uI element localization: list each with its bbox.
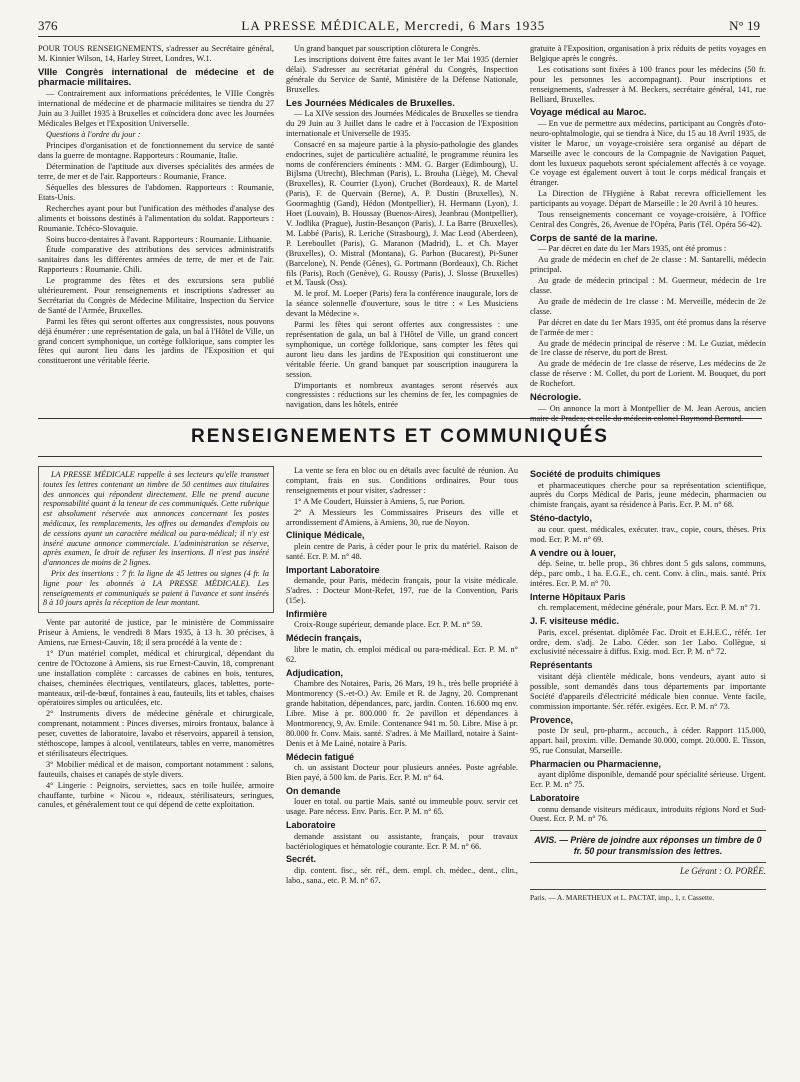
ad-title: Secrét. [286, 854, 317, 865]
paragraph: Un grand banquet par souscription clôturera le Congrès. [294, 44, 481, 53]
paragraph: Tous renseignements concernant ce voyage-croisière, à l'Office Central des Congrès, 26, Avenue de l'Opéra, Paris (Tél. Opéra 56-42). [530, 210, 766, 229]
classified-ad [530, 715, 766, 756]
paragraph: Détermination de l'aptitude aux diverses spécialités des armées de terre, de mer et de l'air. Rapporteurs : Roumanie, France. [38, 162, 274, 182]
paragraph: La Direction de l'Hygiène à Rabat recevra officiellement les participants au voyage. Départ de Marseille : le 20 Avril à 10 heures. [530, 189, 766, 209]
paragraph: 2° A Messieurs les Commissaires Priseurs des ville et arrondissement d'Amiens, à Amiens, 30, rue de Noyon. [286, 507, 518, 527]
paragraph: Parmi les fêtes qui seront offertes aux congressistes, nous pouvons déjà énumérer : une représentation de gala, un bal à l'Hôtel de Ville, un grand concert symphonique, un cortège folklorique, sans compter les fêtes qui auront lieu dans les jardins de l'Exposition et qui constitueront une véritable féerie. [38, 316, 274, 366]
paragraph: Consacré en sa majeure partie à la physio-pathologie des glandes endocrines, sujet de particulière actualité, le programme réunira les noms de conférenciers éminents : MM. G. Barger (Edimbourg), U. Bijlsma (Utrecht), Blechman (Paris), L. Brouha (Liège), M. Cheval (Bruxelles), R. Courrier (Lyon), Cruchet (Bordeaux), R. de Martel (Paris), F. de Quervain (Berne), A. P. Dustin (Bruxelles), N. Goormaghtig (Gand), Hédon (Montpellier), H. Hermann (Lyon), J. Hoet (Louvain), B. Houssay (Buenos-Aires), Jeanbrau (Montpellier), V. Jodlika (Prague), Justin-Besançon (Paris), J. La Barre (Bruxelles), M. Labbé (Paris), R. Leriche (Strasbourg), J. Mac Leod (Aberdeen), P. Lereboullet (Paris), G. Maranon (Madrid), L. et Ch. Mayer (Bruxelles), O. Mistral (Montana), G. Parhon (Bucarest), Pi-Suner (Barcelone), N. Pende (Gênes), G. Portmann (Bordeaux), Ch. Richet fils (Paris), Roch (Genève), G. Roussy (Paris), J. Slosse (Bruxelles) et M. Tausk (Oss). [286, 139, 518, 288]
classified-ad [286, 668, 518, 749]
ad-title: Laboratoire [286, 820, 336, 831]
top-column-1 [38, 44, 274, 412]
ad-text: poste Dr seul, pro-pharm., accouch., à céder. Rapport 115.000, appart. bail, proxim. ville. Demande 30.000, compt. 20.000. E. Tisson, 95, rue Consulat, Marseille. [530, 726, 766, 755]
classified-ad [530, 513, 766, 544]
notice-box [38, 466, 274, 613]
notice-text: LA PRESSE MÉDICALE rappelle à ses lecteurs qu'elle transmet toutes les lettres contenant un timbre de 50 centimes aux titulaires des annonces qui répondent directement. Elle ne prend aucune responsabilité quant à la teneur de ces communiqués. Cette rubrique est absolument réservée aux annonces concernant les postes médicaux, les remplacements, les offres ou demandes d'emplois ou de cessions ayant un caractère médical ou para-médical; il n'y est inséré aucune annonce commerciale. L'administration se réserve, après examen, le droit de refuser les insertions. Il n'est pas inséré d'annonces de moins de 2 lignes. [43, 470, 269, 568]
top-column-3 [530, 44, 766, 423]
paragraph: gratuite à l'Exposition, organisation à prix réduits de petits voyages en Belgique après le congrès. [530, 44, 766, 63]
section-heading-obituary: Nécrologie. [530, 391, 582, 403]
journal-title: LA PRESSE MÉDICALE, [241, 18, 401, 33]
ad-title: Provence, [530, 714, 574, 725]
classified-ad [286, 820, 518, 851]
paragraph: La vente se fera en bloc ou en détails avec faculté de réunion. Au comptant, frais en sus. Conditions ordinaires. Pour tous renseignements et pour visiter, s'adresser : [286, 466, 518, 495]
questions-heading: Questions à l'ordre du jour : [46, 130, 141, 140]
ad-title: Infirmière [286, 608, 328, 619]
ad-title: Médecin français, [286, 633, 362, 644]
avis-notice: AVIS. — Prière de joindre aux réponses un timbre de 0 fr. 50 pour transmission des lettres. [530, 830, 766, 856]
intro-text: POUR TOUS RENSEIGNEMENTS, s'adresser au Secrétaire général, M. Kinnier Wilson, 14, Harley Street, Londres, W.1. [38, 44, 274, 63]
paragraph: Parmi les fêtes qui seront offertes aux congressistes : une représentation de gala, un bal à l'Hôtel de Ville, un grand concert symphonique, un cortège folklorique, sans compter les fêtes qui auront lieu dans les jardins de l'Exposition qui constitueront une véritable féerie. Un grand banquet par souscription inaugurera la session. [286, 320, 518, 379]
paragraph: — Par décret en date du 1er Mars 1935, ont été promus : [538, 244, 727, 254]
classified-ad [530, 616, 766, 657]
classified-ad [286, 752, 518, 783]
ad-title: J. F. visiteuse médic. [530, 616, 620, 627]
paragraph: 3° Mobilier médical et de maison, comportant notamment : salons, fauteuils, chaises et canapés de style divers. [38, 759, 274, 779]
ad-text: et pharmaceutiques cherche pour sa représentation scientifique, auprès du Corps Médical de Paris, jeune médecin, pharmacien ou chimiste français, ayant sa résidence à Paris. Ecr. P. M. n° 68. [530, 480, 766, 510]
journal-title-line [241, 18, 545, 34]
paragraph: 2° Instruments divers de médecine générale et chirurgicale, comprenant, notamment : Pinces diverses, miroirs frontaux, balance à peser, cuvettes de laboratoire, lavabo et réservoirs, appareil à tension, stéthoscope, lampes à alcool, ventilateurs, tables en verre, manomètres et stérilisateurs électriques. [38, 709, 274, 758]
classified-ad [530, 548, 766, 589]
ad-title: Représentants [530, 660, 593, 671]
paragraph: Recherches ayant pour but l'unification des méthodes d'analyse des aliments et boissons destinés à l'alimentation du soldat. Rapporteurs : Roumanie. Tchéco-Slovaquie. [38, 203, 274, 233]
ad-text: demande assistant ou assistante, français, pour travaux bactériologiques et hématologie courante. Ecr. P. M. n° 66. [286, 831, 518, 851]
ad-title: Laboratoire [530, 793, 580, 804]
paragraph: Au grade de médecin principal de réserve : M. Le Guziat, médecin de 1re classe de réserve, du port de Brest. [530, 338, 766, 358]
paragraph: Au grade de médecin en chef de 2e classe : M. Santarelli, médecin principal. [530, 255, 766, 275]
ad-title: Important Laboratoire [286, 564, 380, 575]
paragraph: — La XIVe session des Journées Médicales de Bruxelles se tiendra du 29 Juin au 3 Juillet dans le cadre et à l'occasion de l'Exposition internationale et Universelle de 1935. [286, 109, 518, 138]
ad-text: dip. content. fisc., sér. réf., dem. empl. ch. médec., dent., clin., labo., sana., etc. P. M. n° 67. [286, 865, 518, 885]
ad-title: Sténo-dactylo, [530, 513, 593, 524]
pricing-text: Prix des insertions : 7 fr. la ligne de 45 lettres ou signes (4 fr. la ligne pour les abonnés à LA PRESSE MÉDICALE). Les renseignements et communiqués se paient à l'avance et sont insérés 8 à 10 jours après la réception de leur montant. [43, 568, 269, 608]
paragraph: Les cotisations sont fixées à 100 francs pour les médecins (50 fr. pour les personnes les accompagnant). Pour inscriptions et renseignements, s'adresser à M. Beckers, secrétaire général, 141, rue Belliard, Bruxelles. [530, 64, 766, 104]
ad-text: Croix-Rouge supérieur, demande place. Ecr. P. M. n° 59. [294, 620, 483, 630]
ad-text: connu demande visiteurs médicaux, introduits régions Nord et Sud-Ouest. Ecr. P. M. n° 76. [530, 804, 766, 824]
classified-ad [286, 565, 518, 606]
classified-ad [530, 660, 766, 711]
ad-title: Médecin fatigué [286, 751, 355, 762]
ad-title: Clinique Médicale, [286, 530, 365, 541]
classified-ad [286, 633, 518, 664]
classified-ad [286, 609, 518, 630]
ad-text: ch. remplacement, médecine générale, pour Mars. Ecr. P. M. n° 71. [538, 603, 761, 613]
section-divider [38, 418, 762, 419]
classified-ad [530, 469, 766, 510]
ad-title: A vendre ou à louer, [530, 547, 616, 558]
paragraph: — En vue de permettre aux médecins, participant au Congrès d'oto-neuro-ophtalmologie, qui se tiendra à Nice, du 15 au 18 Avril 1935, de visiter le Maroc, un voyage-croisière sera organisé au départ de Marseille avec le concours de la Compagnie de Navigation Paquet, dont les luxueux paquebots seront spécialement affectés à ce voyage. Ce voyage est également ouvert à tout le corps médical français et étranger. [530, 118, 766, 188]
section-divider [38, 456, 762, 457]
paragraph: D'importants et nombreux avantages seront réservés aux congressistes : réductions sur les chemins de fer, les compagnies de navigation, dans les hôtels, entrée [286, 380, 518, 410]
ad-title: Pharmacien ou Pharmacienne, [530, 758, 662, 769]
paragraph: Soins bucco-dentaires à l'avant. Rapporteurs : Roumanie. Lithuanie. [46, 234, 272, 244]
paragraph: 4° Lingerie : Peignoirs, serviettes, sacs en toile huilée, armoire chauffante, turbine « Nicou », rideaux, stérilisateurs, seringues, canules, et généralement tout ce qui dépend de cette exploitation. [38, 780, 274, 810]
top-column-2 [286, 44, 518, 412]
paragraph: Étude comparative des attributions des services administratifs sanitaires dans les différentes armées de terre, de mer et de l'air. Rapporteurs : Roumanie. Chili. [38, 245, 274, 275]
section-heading-navy-health: Corps de santé de la marine. [530, 231, 658, 243]
paragraph: Au grade de médecin de 1re classe de réserve, Les médecins de 2e classe de réserve : M. Collet, du port de Lorient. M. Bouquet, du port de Rochefort. [530, 359, 766, 389]
classified-ad [286, 530, 518, 561]
paragraph: Principes d'organisation et de fonctionnement du service de santé dans la guerre de montagne. Rapporteurs : Roumanie, Italie. [38, 141, 274, 161]
paragraph: Vente par autorité de justice, par le ministère de Commissaire Priseur à Amiens, le vendredi 8 Mars 1935, à 13 h. 30 précises, à Amiens, rue Ernest-Cauvin, 18; il sera procédé à la vente de : [38, 618, 274, 647]
section-heading-brussels-days: Les Journées Médicales de Bruxelles. [286, 96, 455, 108]
ad-text: ch. un assistant Docteur pour plusieurs années. Poste agréable. Bien payé, à 500 km. de Paris. Ecr. P. M. n° 64. [286, 763, 518, 782]
ad-text: ayant diplôme disponible, demandé pour spécialité sérieuse. Urgent. Ecr. P. M. n° 75. [530, 770, 766, 790]
page-header [38, 18, 760, 37]
manager-signature: Le Gérant : O. PORÉE. [530, 862, 766, 877]
bottom-column-2 [286, 466, 518, 936]
ad-title: Adjudication, [286, 667, 343, 678]
paragraph: Au grade de médecin de 1re classe : M. Merveille, médecin de 2e classe. [530, 296, 766, 316]
classified-ad [286, 854, 518, 885]
ad-text: Paris, excel. présentat. diplômée Fac. Droit et E.H.E.C., référ. 1er ordre, dem. s'adj. 2e Labo. Céder. son 1er Labo. Collègue, si exclusivité nécessaire à diffus. Exig. mod. Ecr. P. M. n° 72. [530, 627, 766, 657]
ad-title: Société de produits chimiques [530, 469, 661, 479]
bottom-column-1 [38, 466, 274, 936]
page-number: 376 [38, 18, 58, 33]
issue-date: Mercredi, 6 Mars 1935 [404, 18, 546, 33]
ad-text: Chambre des Notaires, Paris, 26 Mars, 19 h., très belle propriété à Montmorency (S.-et-O.) Av. Emile et R. de Jagny, 20. Comprenant grande habitation, dépendances, parc, jardin. Conten. 16.600 mq env. Libre. Mise à pr. 800.000 fr. 2e pavillon et dépendances à Montmorency, 9, Av. Emile. Contenance 941 m. 50. Libre. Mise à pr. 80.000 fr. Conv. Mais. santé. S'adres. à Me Maillard, notaire à Saint-Denis et à Me Lainé, notaire à Paris. [286, 679, 518, 748]
printer-imprint: Paris. — A. MARETHEUX et L. PACTAT, imp., 1, r. Cassette. [530, 889, 766, 903]
ad-text: au cour. quest. médicales, exécuter. trav., copie, cours, thèses. Prix mod. Ecr. P. M. n° 69. [530, 524, 766, 544]
section-banner: RENSEIGNEMENTS ET COMMUNIQUÉS [191, 426, 609, 447]
classified-ad [530, 759, 766, 790]
paragraph: 1° A Me Coudert, Huissier à Amiens, 5, rue Porion. [294, 496, 465, 506]
issue-number: N° 19 [729, 18, 760, 33]
ad-text: demande, pour Paris, médecin français, pour la visite médicale. S'adres. : Docteur Mont-Refet, 197, rue de la Convention, Paris (15e). [286, 576, 518, 606]
paragraph: 1° D'un matériel complet, médical et chirurgical, dépendant du centre de l'Octozone à Amiens, sis rue Ernest-Cauvin, 18, comprenant une installation complète : carcasses de cabines en bois, tentures, chaises, cheminées électriques, ventilateurs, glaces, tablettes, porte-manteaux, œil-de-bœuf, fontaines à eau, fauteuils, lits et tables, chaises opératoires simples ou articulées, etc. [38, 648, 274, 708]
bottom-column-3 [530, 466, 766, 1056]
paragraph: — Contrairement aux informations précédentes, le VIIIe Congrès international de médecine et de pharmacie militaires se tiendra du 27 Juin au 3 Juillet 1935 à Bruxelles et coïncidera donc avec les Journées Médicales Belges et l'Exposition Universelle. [38, 88, 274, 128]
ad-text: plein centre de Paris, à céder pour le prix du matériel. Raison de santé. Ecr. P. M. n° 48. [286, 541, 518, 561]
paragraph: M. le prof. M. Loeper (Paris) fera la conférence inaugurale, lors de la séance solennelle d'ouverture, sous le titre : « Les Musiciens devant la Médecine ». [286, 289, 518, 319]
paragraph: Au grade de médecin principal : M. Guermeur, médecin de 1re classe. [530, 276, 766, 296]
ad-title: Interne Hôpitaux Paris [530, 591, 626, 602]
classified-ad [530, 793, 766, 824]
ad-text: louer en total. ou partie Mais. santé ou immeuble pouv. servir cet usage. Pare nécess. Env. Paris. Ecr. P. M. n° 65. [286, 797, 518, 817]
ad-title: On demande [286, 785, 341, 796]
ad-text: visitant déjà clientèle médicale, bons vendeurs, ayant auto si possible, sont demandés dans tous départements par importante Société d'appareils d'électricité médicale bien connue. Vente facile, commission importante. Sér. référ. exigées. Ecr. P. M. n° 73. [530, 671, 766, 711]
paragraph: Par décret en date du 1er Mars 1935, ont été promus dans la réserve de l'armée de mer : [530, 317, 766, 337]
classified-ad [530, 592, 766, 613]
paragraph: Le programme des fêtes et des excursions sera publié ultérieurement. Pour renseignements et inscriptions s'adresser au Secrétariat du Congrès de Médecine Militaire, Inspection du Service de Santé de l'Armée, Bruxelles. [38, 276, 274, 315]
paragraph: Séquelles des blessures de l'abdomen. Rapporteurs : Roumanie, Etats-Unis. [38, 182, 274, 202]
classified-ad [286, 786, 518, 817]
section-heading-morocco-trip: Voyage médical au Maroc. [530, 106, 647, 118]
paragraph: — On annonce la mort à Montpellier de M. Jean Aerous, ancien maire de Prades; et celle du médecin colonel Raymond Bernard. [530, 403, 766, 423]
section-heading-military-congress: VIIIe Congrès international de médecine et de pharmacie militaires. [38, 65, 274, 88]
ad-text: dép. Seine, tr. belle prop., 36 chbres dont 5 gds salons, communs, dép., parc omb., 1 ha. E.G.E., ch. cent. Conv. à clin., mais. santé. Prix intéres. Ecr. P. M. n° 70. [530, 559, 766, 588]
paragraph: Les inscriptions doivent être faites avant le 1er Mai 1935 (dernier délai). S'adresser au secrétariat général du Congrès, Inspection générale du Service de Santé, Ministère de la Défense Nationale, Bruxelles. [286, 54, 518, 94]
ad-text: libre le matin, ch. emploi médical ou para-médical. Ecr. P. M. n° 62. [286, 644, 518, 664]
